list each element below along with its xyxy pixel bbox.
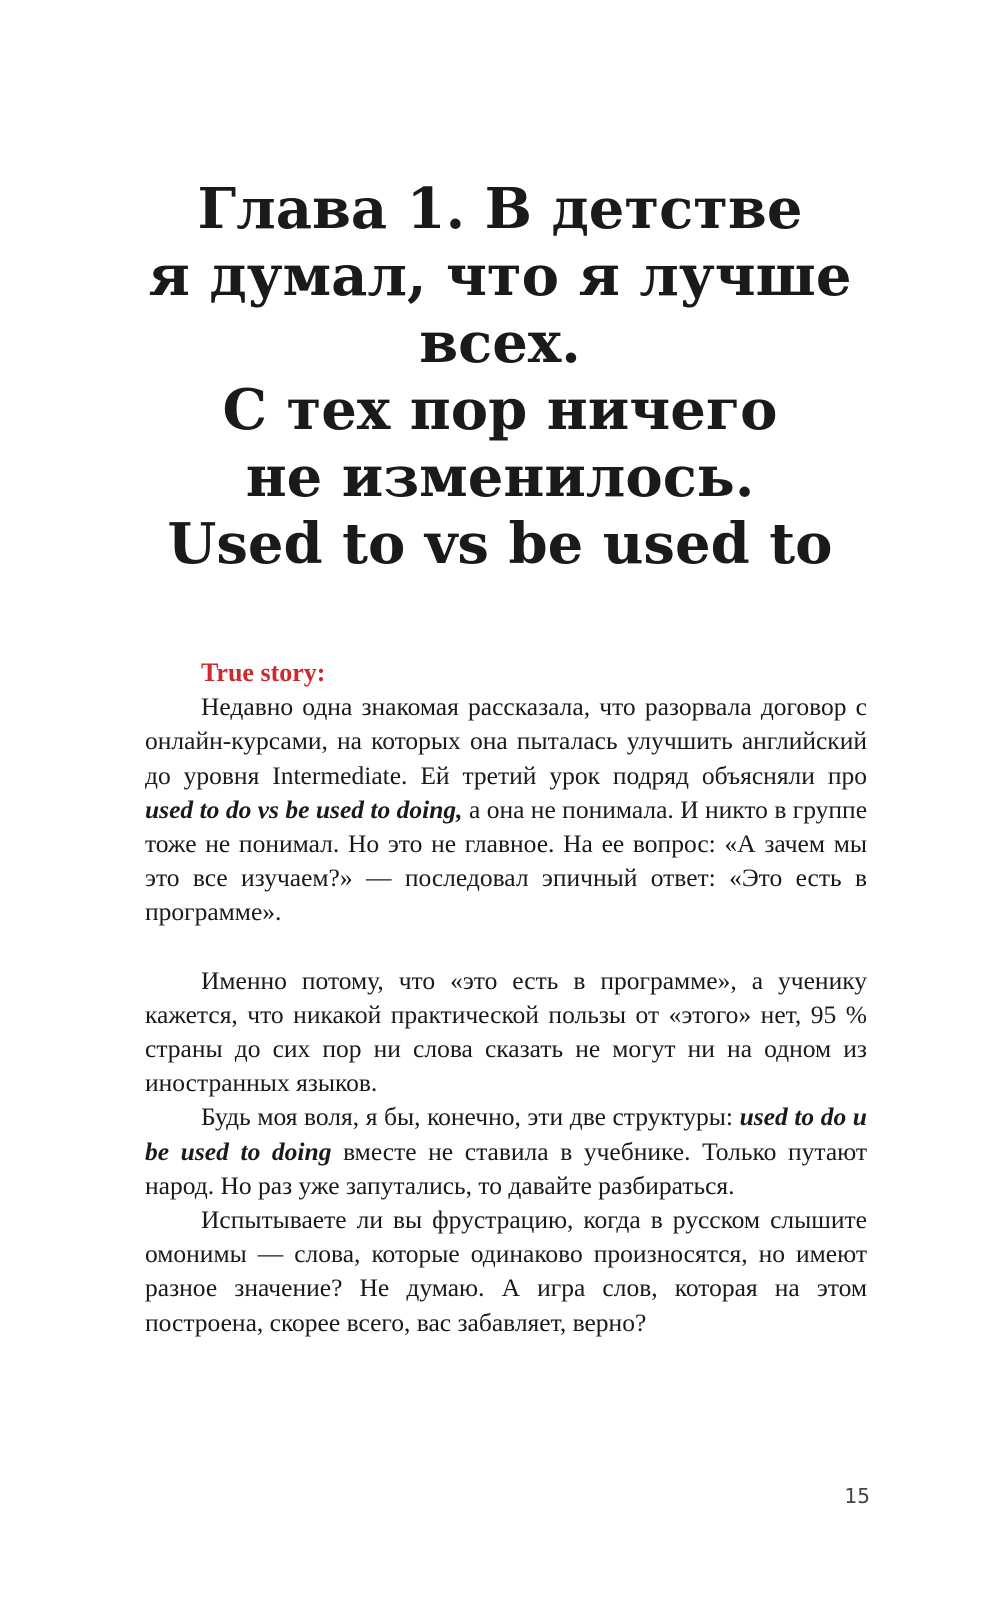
- chapter-title: [100, 176, 900, 578]
- paragraph-text: Недавно одна знакомая рассказала, что разорвала договор с онлайн-курсами, на которых она пыталась улучшить английский до уровня Intermediate. Ей третий урок подряд объясняли про: [145, 692, 867, 790]
- paragraph-text: Испытываете ли вы фрустрацию, когда в русском слышите омонимы — слова, которые одинаково произносятся, но имеют разное значение? Не думаю. А игра слов, которая на этом построена, скорее всего, вас забавляет, верно?: [145, 1205, 867, 1337]
- paragraph-text: а она не понимала. И никто в группе тоже не понимал. Но это не главное. На ее вопрос: «А зачем мы это все изучаем?» — последовал эпичный ответ: «Это есть в программе».: [145, 794, 868, 927]
- paragraph-text: Будь моя воля, я бы, конечно, эти две структуры:: [201, 1102, 740, 1132]
- paragraph: [145, 1100, 867, 1203]
- paragraph: [145, 964, 867, 1101]
- emphasis-text: used to do и be used to doing: [145, 1102, 867, 1166]
- paragraph-gap: [145, 930, 867, 964]
- body-text: [145, 656, 867, 1340]
- paragraph-text: Именно потому, что «это есть в программе», а ученику кажется, что никакой практической пользы от «этого» нет, 95 % страны до сих пор ни слова сказать не могут ни на одном из иностранных языков.: [145, 965, 867, 1098]
- emphasis-text: used to do vs be used to doing,: [145, 794, 463, 824]
- chapter-title-line: всех.: [419, 310, 581, 376]
- chapter-title-line: не изменилось.: [245, 444, 755, 510]
- paragraph: [145, 690, 867, 929]
- chapter-title-line: Глава 1. В детстве: [197, 176, 803, 242]
- page-number: 15: [844, 1484, 870, 1508]
- chapter-title-line: С тех пор ничего: [222, 377, 778, 443]
- lead-label: True story:: [201, 658, 326, 687]
- paragraph: [145, 1203, 867, 1340]
- paragraph-text: вместе не ставила в учебнике. Только путают народ. Но раз уже запутались, то давайте разбираться.: [145, 1136, 867, 1200]
- chapter-title-line: Used to vs be used to: [167, 511, 833, 577]
- chapter-title-line: я думал, что я лучше: [148, 243, 852, 309]
